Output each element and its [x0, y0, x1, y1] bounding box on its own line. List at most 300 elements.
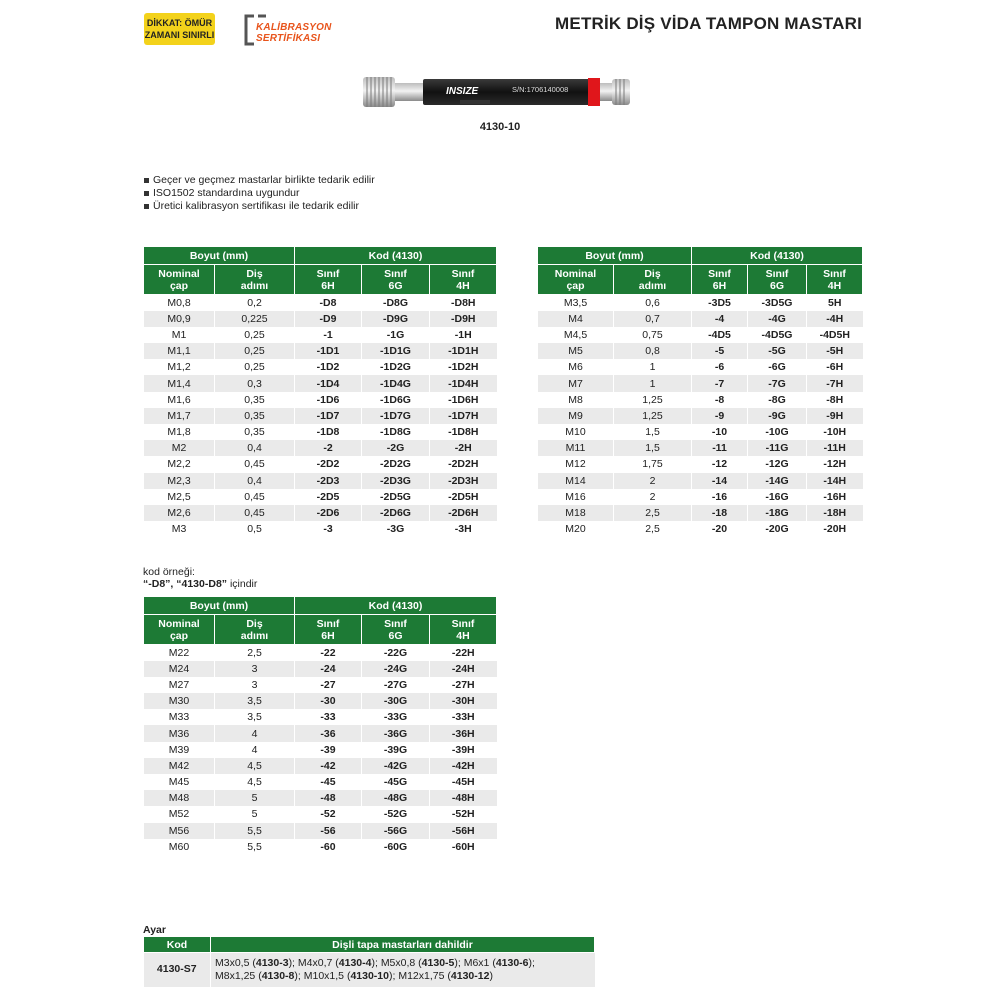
pitch-cell: 3,5 [215, 693, 295, 709]
pitch-cell: 0,25 [215, 327, 295, 343]
set-item-code: 4130-3 [255, 956, 289, 969]
set-item-size: M6x1 [463, 956, 490, 969]
pitch-cell: 0,35 [215, 408, 295, 424]
table-row [538, 424, 863, 440]
code-6h-cell: -1D2 [295, 359, 362, 375]
code-4h-cell: -27H [430, 677, 497, 693]
nominal-cell: M56 [144, 823, 215, 839]
nominal-header: Nominal çap [144, 615, 215, 645]
code-6g-cell: -30G [362, 693, 430, 709]
code-6h-cell: -39 [295, 742, 362, 758]
pitch-cell: 5 [215, 790, 295, 806]
pitch-cell: 0,75 [614, 327, 692, 343]
code-6g-cell: -3D5G [748, 295, 807, 311]
table-row [144, 295, 497, 311]
code-6h-cell: -33 [295, 709, 362, 725]
code-6g-cell: -10G [748, 424, 807, 440]
nominal-cell: M16 [538, 489, 614, 505]
pitch-cell: 0,225 [215, 311, 295, 327]
code-6g-cell: -42G [362, 758, 430, 774]
code-4h-cell: -2H [430, 440, 497, 456]
thread-plug-gauge-image [360, 73, 632, 111]
product-code: 4130-10 [479, 121, 521, 133]
pitch-cell: 2,5 [614, 505, 692, 521]
nominal-cell: M6 [538, 359, 614, 375]
code-6h-cell: -12 [692, 456, 748, 472]
table-row [144, 327, 497, 343]
table-row [144, 806, 497, 822]
table-row [144, 823, 497, 839]
code-6g-cell: -D9G [362, 311, 430, 327]
pitch-cell: 4 [215, 725, 295, 741]
pitch-cell: 0,6 [614, 295, 692, 311]
code-6g-cell: -60G [362, 839, 430, 855]
nominal-cell: M2,6 [144, 505, 215, 521]
table-row [144, 839, 497, 855]
set-item-code: 4130-12 [450, 969, 490, 982]
code-6h-cell: -16 [692, 489, 748, 505]
code-6g-cell: -2D2G [362, 456, 430, 472]
pitch-cell: 0,4 [215, 473, 295, 489]
code-6h-cell: -4D5 [692, 327, 748, 343]
code-4h-cell: -18H [807, 505, 863, 521]
code-4h-cell: -8H [807, 392, 863, 408]
table-row [144, 693, 497, 709]
code-4h-cell: -7H [807, 375, 863, 391]
nominal-cell: M11 [538, 440, 614, 456]
pitch-cell: 1,5 [614, 440, 692, 456]
calibration-line-1: KALİBRASYON [256, 22, 332, 33]
code-6g-cell: -4G [748, 311, 807, 327]
table-row [144, 311, 497, 327]
set-item-code: 4130-8 [261, 969, 295, 982]
table-row [538, 408, 863, 424]
pitch-cell: 4 [215, 742, 295, 758]
code-header: Kod (4130) [295, 597, 497, 615]
code-6h-cell: -D8 [295, 295, 362, 311]
code-6h-cell: -14 [692, 473, 748, 489]
table-body [538, 295, 863, 538]
code-6h-cell: -2D2 [295, 456, 362, 472]
code-6h-cell: -2D6 [295, 505, 362, 521]
nominal-header: Nominal çap [538, 265, 614, 295]
class-6g-header: Sınıf 6G [362, 615, 430, 645]
code-6g-cell: -2D3G [362, 473, 430, 489]
code-6g-cell: -7G [748, 375, 807, 391]
table-row [144, 473, 497, 489]
code-4h-cell: -2D6H [430, 505, 497, 521]
nominal-cell: M33 [144, 709, 215, 725]
code-4h-cell: -33H [430, 709, 497, 725]
table-row [144, 645, 497, 661]
table-row [538, 392, 863, 408]
code-6h-cell: -27 [295, 677, 362, 693]
code-6g-cell: -45G [362, 774, 430, 790]
nominal-cell: M2,2 [144, 456, 215, 472]
table-row [538, 359, 863, 375]
code-6g-cell: -1D4G [362, 375, 430, 391]
nominal-cell: M22 [144, 645, 215, 661]
code-6h-cell: -48 [295, 790, 362, 806]
size-table-1 [143, 246, 497, 537]
code-6h-cell: -1D7 [295, 408, 362, 424]
code-6g-cell: -1D7G [362, 408, 430, 424]
table-row [538, 521, 863, 537]
set-item-size: M8x1,25 [215, 969, 256, 982]
size-header: Boyut (mm) [538, 247, 692, 265]
nominal-cell: M24 [144, 661, 215, 677]
size-header: Boyut (mm) [144, 247, 295, 265]
code-6h-cell: -7 [692, 375, 748, 391]
code-4h-cell: -1D8H [430, 424, 497, 440]
code-6h-cell: -6 [692, 359, 748, 375]
set-item-size: M5x0,8 [380, 956, 416, 969]
table-row [144, 677, 497, 693]
pitch-cell: 3 [215, 661, 295, 677]
code-4h-cell: -56H [430, 823, 497, 839]
code-4h-cell: -48H [430, 790, 497, 806]
nominal-cell: M7 [538, 375, 614, 391]
code-4h-cell: -22H [430, 645, 497, 661]
table-row [144, 661, 497, 677]
set-code: 4130-S7 [144, 953, 211, 987]
code-6g-cell: -11G [748, 440, 807, 456]
code-6h-cell: -2D5 [295, 489, 362, 505]
nominal-cell: M9 [538, 408, 614, 424]
example-codes: “-D8”, “4130-D8” [143, 578, 228, 590]
pitch-cell: 0,25 [215, 359, 295, 375]
code-6h-cell: -56 [295, 823, 362, 839]
code-6h-cell: -20 [692, 521, 748, 537]
pitch-cell: 1 [614, 359, 692, 375]
code-4h-cell: -14H [807, 473, 863, 489]
code-example-note [143, 566, 257, 590]
pitch-cell: 0,4 [215, 440, 295, 456]
code-header: Kod (4130) [295, 247, 497, 265]
pitch-cell: 1,5 [614, 424, 692, 440]
table-row [144, 742, 497, 758]
code-6h-cell: -3D5 [692, 295, 748, 311]
pitch-cell: 5,5 [215, 839, 295, 855]
nominal-cell: M0,9 [144, 311, 215, 327]
code-4h-cell: -60H [430, 839, 497, 855]
table-row [144, 343, 497, 359]
table-row [144, 392, 497, 408]
table-row [538, 489, 863, 505]
code-6h-cell: -5 [692, 343, 748, 359]
code-4h-cell: -1H [430, 327, 497, 343]
code-header: Kod (4130) [692, 247, 863, 265]
serial-number: S/N:1706140008 [512, 85, 569, 94]
code-4h-cell: -16H [807, 489, 863, 505]
size-table-2 [537, 246, 863, 537]
code-6g-cell: -5G [748, 343, 807, 359]
class-6h-header: Sınıf 6H [692, 265, 748, 295]
nominal-cell: M18 [538, 505, 614, 521]
pitch-cell: 0,5 [215, 521, 295, 537]
nominal-cell: M30 [144, 693, 215, 709]
nominal-cell: M39 [144, 742, 215, 758]
code-4h-cell: -1D7H [430, 408, 497, 424]
nominal-cell: M5 [538, 343, 614, 359]
code-4h-cell: -30H [430, 693, 497, 709]
class-4h-header: Sınıf 4H [807, 265, 863, 295]
pitch-cell: 4,5 [215, 774, 295, 790]
code-6g-cell: -2D5G [362, 489, 430, 505]
code-6g-cell: -48G [362, 790, 430, 806]
code-4h-cell: -1D4H [430, 375, 497, 391]
class-6h-header: Sınıf 6H [295, 265, 362, 295]
pitch-cell: 0,45 [215, 456, 295, 472]
table-body [144, 645, 497, 855]
pitch-cell: 4,5 [215, 758, 295, 774]
pitch-cell: 2 [614, 473, 692, 489]
code-4h-cell: -42H [430, 758, 497, 774]
code-6h-cell: -45 [295, 774, 362, 790]
pitch-cell: 1,25 [614, 408, 692, 424]
nominal-header: Nominal çap [144, 265, 215, 295]
feature-list [144, 174, 375, 213]
code-6g-cell: -D8G [362, 295, 430, 311]
pitch-cell: 2 [614, 489, 692, 505]
table-row [144, 424, 497, 440]
table-row [538, 343, 863, 359]
table-row [144, 774, 497, 790]
calibration-certificate-logo [244, 13, 344, 47]
code-6h-cell: -18 [692, 505, 748, 521]
feature-item: Üretici kalibrasyon sertifikası ile tedarik edilir [144, 200, 375, 213]
pitch-cell: 0,35 [215, 392, 295, 408]
code-4h-cell: -2D3H [430, 473, 497, 489]
code-6h-cell: -24 [295, 661, 362, 677]
code-4h-cell: -24H [430, 661, 497, 677]
brand-mark: INSIZE [446, 86, 479, 97]
class-4h-header: Sınıf 4H [430, 615, 497, 645]
table-row [144, 521, 497, 537]
pitch-cell: 0,7 [614, 311, 692, 327]
nominal-cell: M60 [144, 839, 215, 855]
nominal-cell: M0,8 [144, 295, 215, 311]
set-item-code: 4130-4 [338, 956, 372, 969]
code-4h-cell: -1D2H [430, 359, 497, 375]
code-6g-cell: -3G [362, 521, 430, 537]
example-line [143, 578, 257, 590]
pitch-cell: 3 [215, 677, 295, 693]
set-item-code: 4130-5 [421, 956, 455, 969]
table-row [144, 709, 497, 725]
code-6h-cell: -9 [692, 408, 748, 424]
code-4h-cell: -4D5H [807, 327, 863, 343]
nominal-cell: M1,2 [144, 359, 215, 375]
table-row [538, 311, 863, 327]
code-6g-cell: -36G [362, 725, 430, 741]
table-row [538, 456, 863, 472]
table-row [538, 473, 863, 489]
feature-item: Geçer ve geçmez mastarlar birlikte tedarik edilir [144, 174, 375, 187]
code-6g-cell: -33G [362, 709, 430, 725]
code-6h-cell: -22 [295, 645, 362, 661]
table-row [538, 375, 863, 391]
code-6h-cell: -10 [692, 424, 748, 440]
pitch-cell: 0,25 [215, 343, 295, 359]
set-kod-header: Kod [144, 937, 211, 953]
code-6g-cell: -52G [362, 806, 430, 822]
code-6g-cell: -9G [748, 408, 807, 424]
code-4h-cell: -10H [807, 424, 863, 440]
warning-badge [144, 13, 215, 45]
code-4h-cell: -52H [430, 806, 497, 822]
warning-line-2: ZAMANI SINIRLI [144, 30, 215, 40]
nominal-cell: M52 [144, 806, 215, 822]
pitch-cell: 5 [215, 806, 295, 822]
table-row [144, 758, 497, 774]
code-6g-cell: -8G [748, 392, 807, 408]
code-4h-cell: -9H [807, 408, 863, 424]
code-4h-cell: -36H [430, 725, 497, 741]
code-6g-cell: -22G [362, 645, 430, 661]
code-6h-cell: -2 [295, 440, 362, 456]
code-4h-cell: 5H [807, 295, 863, 311]
nominal-cell: M8 [538, 392, 614, 408]
code-6g-cell: -1D6G [362, 392, 430, 408]
table-row [538, 505, 863, 521]
pitch-header: Diş adımı [614, 265, 692, 295]
size-header: Boyut (mm) [144, 597, 295, 615]
nominal-cell: M3 [144, 521, 215, 537]
nominal-cell: M1,7 [144, 408, 215, 424]
table-row [144, 489, 497, 505]
code-6h-cell: -1 [295, 327, 362, 343]
code-6h-cell: -42 [295, 758, 362, 774]
set-item-size: M12x1,75 [398, 969, 445, 982]
code-6g-cell: -2G [362, 440, 430, 456]
code-6g-cell: -1D2G [362, 359, 430, 375]
code-6g-cell: -1D8G [362, 424, 430, 440]
code-6g-cell: -20G [748, 521, 807, 537]
code-6g-cell: -56G [362, 823, 430, 839]
nominal-cell: M1,6 [144, 392, 215, 408]
nominal-cell: M27 [144, 677, 215, 693]
nominal-cell: M36 [144, 725, 215, 741]
code-6g-cell: -18G [748, 505, 807, 521]
set-item-size: M10x1,5 [303, 969, 345, 982]
code-4h-cell: -45H [430, 774, 497, 790]
code-6h-cell: -1D8 [295, 424, 362, 440]
code-4h-cell: -5H [807, 343, 863, 359]
nominal-cell: M3,5 [538, 295, 614, 311]
code-6h-cell: -36 [295, 725, 362, 741]
table-body [144, 295, 497, 538]
code-4h-cell: -D8H [430, 295, 497, 311]
table-row [538, 440, 863, 456]
code-6g-cell: -12G [748, 456, 807, 472]
code-4h-cell: -1D1H [430, 343, 497, 359]
page-title: METRİK DİŞ VİDA TAMPON MASTARI [555, 14, 862, 33]
size-table-3 [143, 596, 497, 855]
nominal-cell: M10 [538, 424, 614, 440]
pitch-cell: 1,25 [614, 392, 692, 408]
code-6g-cell: -27G [362, 677, 430, 693]
table-row [144, 408, 497, 424]
table-row [144, 456, 497, 472]
code-4h-cell: -1D6H [430, 392, 497, 408]
table-row [144, 359, 497, 375]
code-6h-cell: -11 [692, 440, 748, 456]
code-4h-cell: -12H [807, 456, 863, 472]
table-row [144, 375, 497, 391]
table-row [144, 440, 497, 456]
table-row [144, 505, 497, 521]
class-6g-header: Sınıf 6G [362, 265, 430, 295]
code-6g-cell: -1G [362, 327, 430, 343]
code-6g-cell: -2D6G [362, 505, 430, 521]
code-6h-cell: -1D4 [295, 375, 362, 391]
nominal-cell: M14 [538, 473, 614, 489]
code-6g-cell: -4D5G [748, 327, 807, 343]
code-6h-cell: -1D6 [295, 392, 362, 408]
code-6g-cell: -24G [362, 661, 430, 677]
warning-line-1: DİKKAT: ÖMÜR [146, 18, 213, 28]
code-6h-cell: -D9 [295, 311, 362, 327]
table-row [144, 725, 497, 741]
nominal-cell: M1,8 [144, 424, 215, 440]
set-item-code: 4130-6 [495, 956, 529, 969]
code-6h-cell: -3 [295, 521, 362, 537]
code-4h-cell: -39H [430, 742, 497, 758]
pitch-header: Diş adımı [215, 615, 295, 645]
nominal-cell: M4,5 [538, 327, 614, 343]
table-row [144, 790, 497, 806]
code-6g-cell: -1D1G [362, 343, 430, 359]
nominal-cell: M1,1 [144, 343, 215, 359]
set-label: Ayar [143, 924, 166, 936]
calibration-line-2: SERTİFİKASI [256, 33, 321, 44]
nominal-cell: M2,5 [144, 489, 215, 505]
code-6h-cell: -8 [692, 392, 748, 408]
class-4h-header: Sınıf 4H [430, 265, 497, 295]
nominal-cell: M2 [144, 440, 215, 456]
set-table [143, 936, 595, 987]
code-6g-cell: -39G [362, 742, 430, 758]
code-4h-cell: -6H [807, 359, 863, 375]
pitch-cell: 0,35 [215, 424, 295, 440]
nominal-cell: M2,3 [144, 473, 215, 489]
set-desc-header: Dişli tapa mastarları dahildir [211, 937, 595, 953]
code-6g-cell: -14G [748, 473, 807, 489]
pitch-cell: 2,5 [215, 645, 295, 661]
nominal-cell: M1 [144, 327, 215, 343]
nominal-cell: M20 [538, 521, 614, 537]
set-contents: M3x0,5 (4130-3); M4x0,7 (4130-4); M5x0,8 (4130-5); M6x1 (4130-6); M8x1,25 (4130-8); M10x1,5 (4130-10); M12x1,75 (4130-12) [211, 953, 595, 987]
set-item-code: 4130-10 [350, 969, 389, 982]
set-item-size: M3x0,5 [215, 956, 250, 969]
code-6h-cell: -4 [692, 311, 748, 327]
pitch-cell: 1,75 [614, 456, 692, 472]
nominal-cell: M4 [538, 311, 614, 327]
code-4h-cell: -2D5H [430, 489, 497, 505]
code-6h-cell: -30 [295, 693, 362, 709]
table-row [538, 327, 863, 343]
code-4h-cell: -3H [430, 521, 497, 537]
code-4h-cell: -11H [807, 440, 863, 456]
code-6g-cell: -16G [748, 489, 807, 505]
code-6h-cell: -1D1 [295, 343, 362, 359]
pitch-cell: 0,45 [215, 505, 295, 521]
pitch-header: Diş adımı [215, 265, 295, 295]
pitch-cell: 5,5 [215, 823, 295, 839]
nominal-cell: M12 [538, 456, 614, 472]
pitch-cell: 0,2 [215, 295, 295, 311]
